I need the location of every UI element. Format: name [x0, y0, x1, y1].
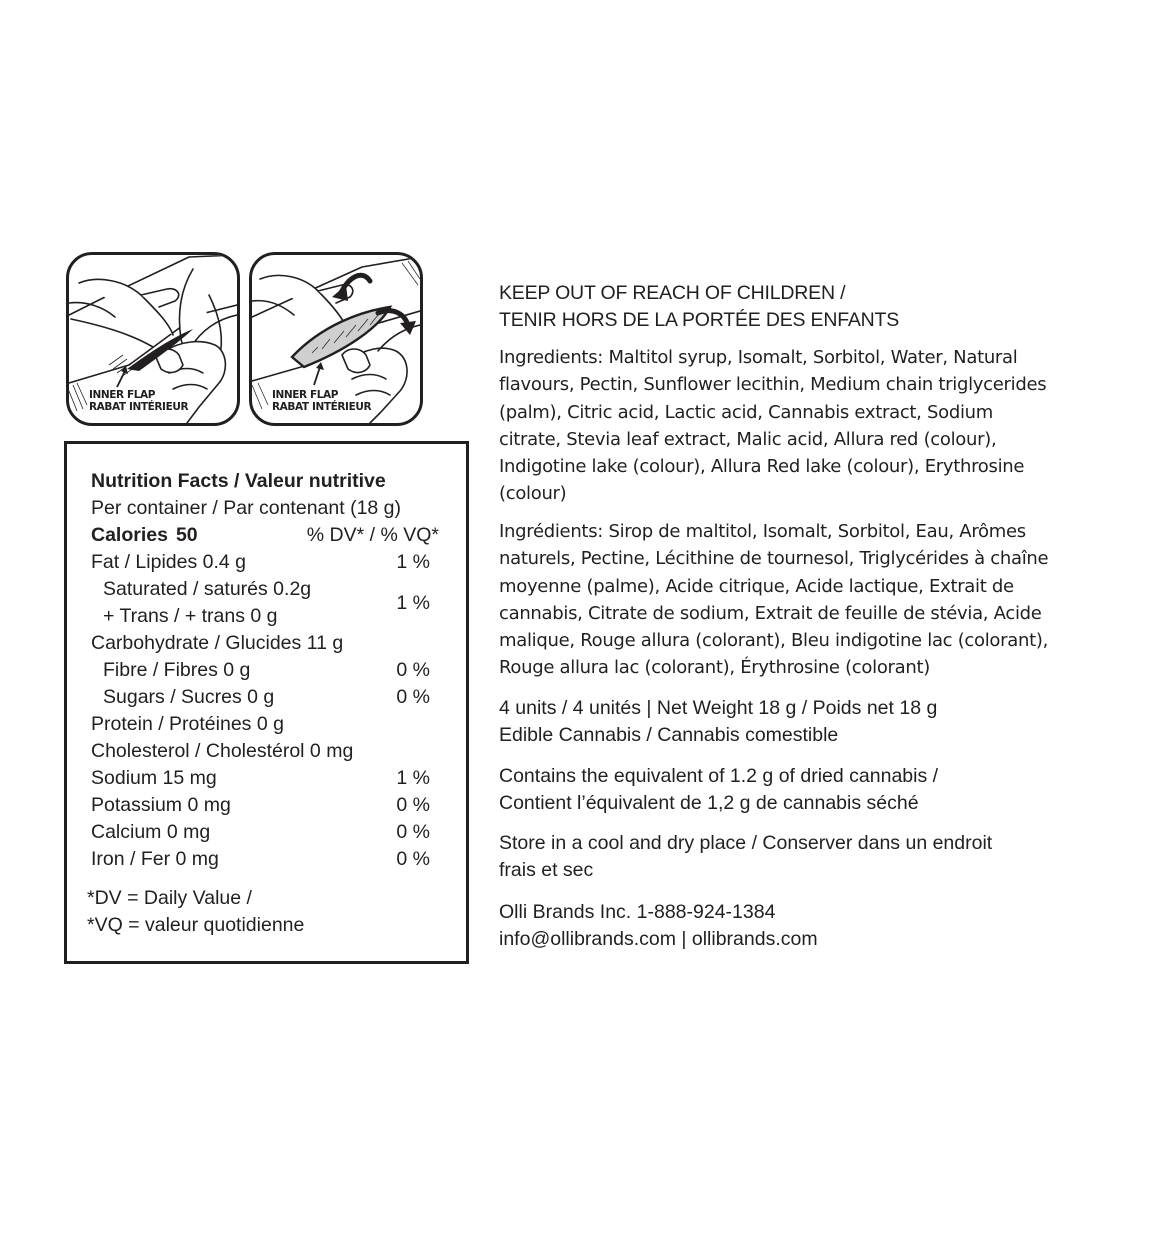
net-weight-info: [499, 695, 937, 750]
opening-instruction-panel-2: [249, 252, 423, 426]
cannabis-equivalent: [499, 763, 938, 818]
warning-line: KEEP OUT OF REACH OF CHILDREN /: [499, 282, 846, 304]
ingredients-line: (colour): [499, 483, 567, 505]
nutrient-pct: 0 %: [396, 794, 430, 816]
ingredients-line: Rouge allura lac (colorant), Érythrosine (colorant): [499, 657, 930, 679]
nutrient-pct: 0 %: [396, 659, 430, 681]
inner-flap-label-2: [272, 389, 371, 413]
ingredients-line: flavours, Pectin, Sunflower lecithin, Medium chain triglycerides: [499, 374, 1047, 396]
equivalent-line: Contient l’équivalent de 1,2 g de cannabis séché: [499, 792, 919, 815]
units-line: 4 units / 4 unités | Net Weight 18 g / Poids net 18 g: [499, 697, 938, 719]
units-line: Edible Cannabis / Cannabis comestible: [499, 724, 839, 747]
nutrient-label: Fibre / Fibres 0 g: [103, 659, 251, 681]
dv-header: % DV* / % VQ*: [306, 524, 439, 546]
nutrient-label: + Trans / + trans 0 g: [103, 605, 278, 627]
calories-value: 50: [175, 524, 198, 546]
nutrient-label: Cholesterol / Cholestérol 0 mg: [91, 740, 354, 762]
nutrient-label: Iron / Fer 0 mg: [91, 848, 219, 870]
nutrient-pct: 1 %: [396, 551, 430, 573]
nutrient-label: Saturated / saturés 0.2g: [103, 578, 312, 600]
calories-label: Calories: [91, 524, 168, 546]
ingredients-line: moyenne (palme), Acide citrique, Acide lactique, Extrait de: [499, 575, 1014, 597]
nutrient-label: Sodium 15 mg: [91, 767, 217, 789]
ingredients-line: citrate, Stevia leaf extract, Malic acid, Allura red (colour),: [499, 428, 997, 450]
nutrient-pct: 1 %: [396, 592, 430, 614]
footnote-dv: *DV = Daily Value /: [87, 887, 252, 909]
nutrient-label: Calcium 0 mg: [91, 821, 211, 843]
ingredients-line: Indigotine lake (colour), Allura Red lake (colour), Erythrosine: [499, 456, 1025, 478]
inner-flap-label-fr-2: RABAT INTÉRIEUR: [272, 401, 372, 413]
ingredients-line: Ingredients: Maltitol syrup, Isomalt, Sorbitol, Water, Natural: [499, 347, 1018, 368]
nutrient-pct: 1 %: [396, 767, 430, 789]
nutrient-label: Sugars / Sucres 0 g: [103, 686, 275, 708]
warning-line: TENIR HORS DE LA PORTÉE DES ENFANTS: [499, 309, 900, 332]
company-web-line: info@ollibrands.com | ollibrands.com: [499, 928, 818, 951]
ingredients-english: [499, 344, 1046, 508]
inner-flap-label-en: INNER FLAP: [89, 389, 156, 401]
nutrient-label: Fat / Lipides 0.4 g: [91, 551, 247, 573]
nutrient-label: Protein / Protéines 0 g: [91, 713, 284, 735]
inner-flap-label-en-2: INNER FLAP: [272, 389, 339, 401]
equivalent-line: Contains the equivalent of 1.2 g of dried cannabis /: [499, 765, 939, 787]
nutrient-label: Potassium 0 mg: [91, 794, 231, 816]
nutrition-facts-table: [64, 441, 469, 964]
ingredients-line: Ingrédients: Sirop de maltitol, Isomalt, Sorbitol, Eau, Arômes: [499, 521, 1026, 542]
storage-instructions: [499, 830, 992, 885]
ingredients-line: cannabis, Citrate de sodium, Extrait de feuille de stévia, Acide: [499, 602, 1042, 624]
company-phone-line: Olli Brands Inc. 1-888-924-1384: [499, 901, 776, 923]
company-contact: [499, 899, 818, 954]
storage-line: Store in a cool and dry place / Conserver dans un endroit: [499, 832, 993, 854]
opening-instruction-panel-1: [66, 252, 240, 426]
inner-flap-label-fr: RABAT INTÉRIEUR: [89, 401, 189, 413]
inner-flap-label: [89, 389, 188, 413]
child-warning: [499, 280, 899, 335]
nutrient-label: Carbohydrate / Glucides 11 g: [91, 632, 344, 654]
per-container-text: Per container / Par contenant (18 g): [91, 497, 402, 519]
ingredients-line: naturels, Pectine, Lécithine de tournesol, Triglycérides à chaîne: [499, 548, 1049, 570]
nutrition-title: Nutrition Facts / Valeur nutritive: [91, 470, 386, 492]
storage-line: frais et sec: [499, 859, 594, 882]
ingredients-line: (palm), Citric acid, Lactic acid, Cannabis extract, Sodium: [499, 401, 994, 423]
ingredients-line: malique, Rouge allura (colorant), Bleu indigotine lac (colorant),: [499, 630, 1048, 652]
nutrient-pct: 0 %: [396, 686, 430, 708]
ingredients-french: [499, 518, 1048, 682]
nutrient-pct: 0 %: [396, 848, 430, 870]
footnote-vq: *VQ = valeur quotidienne: [87, 914, 305, 936]
nutrient-pct: 0 %: [396, 821, 430, 843]
